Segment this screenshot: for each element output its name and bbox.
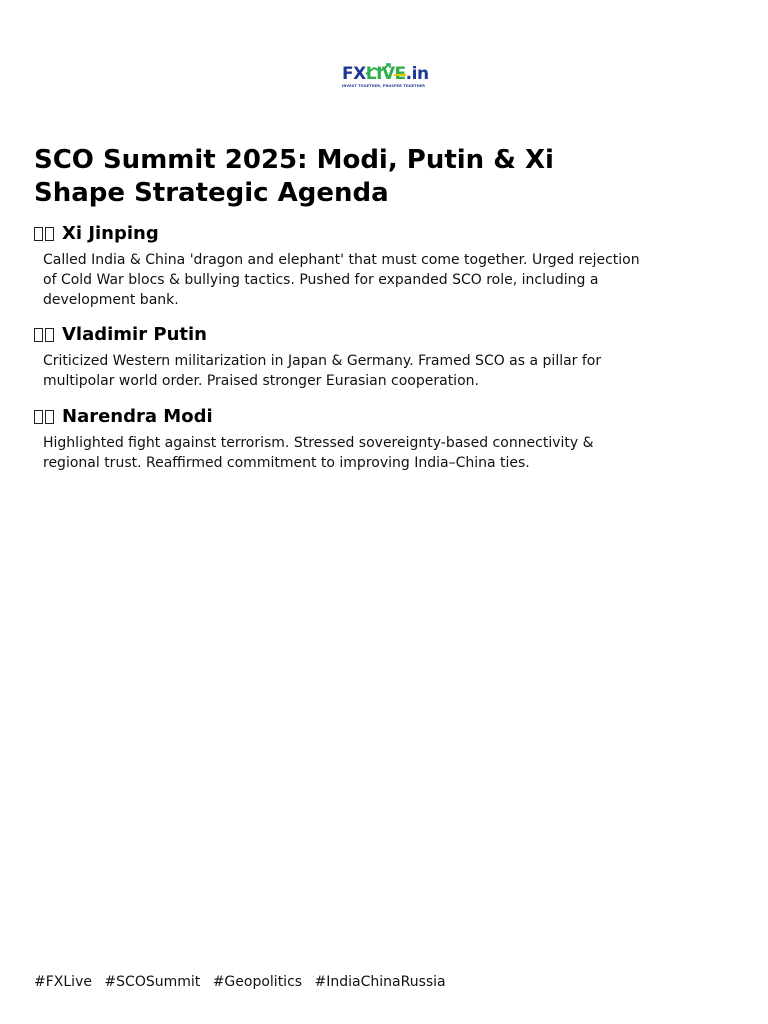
flag-placeholder-icon bbox=[34, 226, 56, 242]
leader-name: Vladimir Putin bbox=[62, 324, 207, 345]
brand-logo bbox=[340, 64, 430, 94]
logo-swoosh-icon bbox=[364, 62, 408, 76]
hashtag: #Geopolitics bbox=[212, 974, 303, 990]
leader-heading bbox=[34, 323, 654, 347]
logo-live: LIVE bbox=[365, 64, 406, 84]
flag-placeholder-icon bbox=[34, 409, 56, 425]
leader-name: Xi Jinping bbox=[62, 223, 159, 244]
logo-tagline: INVEST TOGETHER, PROSPER TOGETHER bbox=[342, 84, 426, 88]
hashtag: #FXLive bbox=[34, 974, 92, 990]
logo-tld: .in bbox=[405, 64, 429, 84]
leader-section-xi bbox=[34, 222, 654, 310]
leader-summary: Highlighted fight against terrorism. Stressed sovereignty-based connectivity & regional trust. Reaffirmed commitment to improving India–China ties. bbox=[43, 435, 594, 471]
logo-fx: FX bbox=[342, 64, 366, 84]
leader-name: Narendra Modi bbox=[62, 406, 213, 427]
leader-heading bbox=[34, 222, 654, 246]
hashtag: #SCOSummit bbox=[104, 974, 201, 990]
leader-summary: Criticized Western militarization in Japan & Germany. Framed SCO as a pillar for multipolar world order. Praised stronger Eurasian cooperation. bbox=[43, 353, 602, 389]
leader-section-putin bbox=[34, 323, 654, 391]
leader-section-modi bbox=[34, 405, 654, 473]
leader-heading bbox=[34, 405, 654, 429]
leader-summary: Called India & China 'dragon and elephant' that must come together. Urged rejection of Cold War blocs & bullying tactics. Pushed for expanded SCO role, including a development bank. bbox=[43, 252, 640, 308]
hashtag-list bbox=[34, 972, 454, 992]
page-title: SCO Summit 2025: Modi, Putin & Xi Shape Strategic Agenda bbox=[34, 145, 554, 208]
flag-placeholder-icon bbox=[34, 327, 56, 343]
hashtag: #IndiaChinaRussia bbox=[314, 974, 446, 990]
